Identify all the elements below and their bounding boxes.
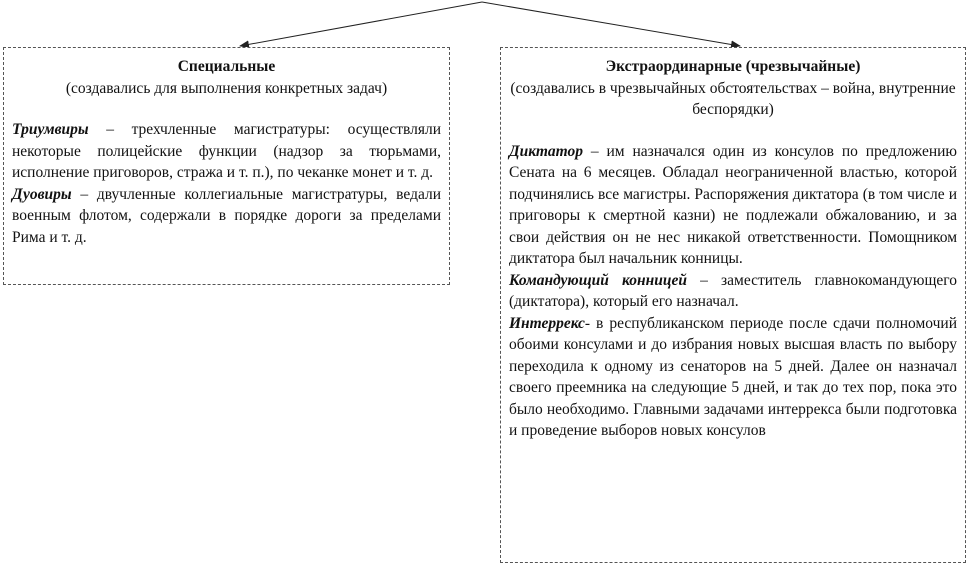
box-title: Специальные <box>177 58 276 75</box>
extraordinary-magistracies-box <box>500 47 966 563</box>
definition-text: – двучленные коллегиальные магистратуры, ведали военным флотом, содержали в порядке дороги за пределами Рима и т. д. <box>12 185 441 246</box>
definition-interrex <box>509 313 957 442</box>
definition-text: - в республиканском периоде после сдачи полномочий обоими консулами и до избрания новых высшая власть по выбору переходила к одному из сенаторов на 5 дней. Далее он назначал своего преемника на следующие 5 дней, и так до тех пор, пока это было необходимо. Главными задачами интеррекса были подготовка и проведение выборов новых консулов <box>509 314 957 439</box>
definition-master-of-horse <box>509 270 957 313</box>
definition-triumvirs <box>12 119 441 184</box>
definition-text: – трехчленные магистратуры: осуществляли некоторые полицейские функции (надзор за тюрьмами, исполнение приговоров, стража и т. п.), по чеканке монет и т. д. <box>12 121 441 181</box>
definition-text: – заместитель главнокомандующего (диктатора), который его назначал. <box>509 271 958 310</box>
term-master-of-horse: Командующий конницей <box>509 271 687 289</box>
definition-dictator <box>509 141 957 270</box>
arrow-to-special <box>240 2 482 46</box>
box-subtitle: (создавались в чрезвычайных обстоятельствах – война, внутренние беспорядки) <box>510 79 956 118</box>
definition-text: – им назначался один из консулов по предложению Сената на 6 месяцев. Обладал неограниченной властью, которой подчинялись все магистры. Распоряжения диктатора (в том числе и приговоры к смертной казни) не подлежали обжалованию, и за свои действия он не нес никакой ответственности. Помощником диктатора был начальник конницы. <box>509 142 957 267</box>
term-triumvirs: Триумвиры <box>12 121 89 138</box>
term-interrex: Интеррекс <box>509 314 585 332</box>
box-title: Экстраординарные (чрезвычайные) <box>605 58 861 75</box>
term-dictator: Диктатор <box>509 142 584 160</box>
box-subtitle: (создавались для выполнения конкретных задач) <box>65 79 388 97</box>
arrow-to-extraordinary <box>482 2 740 46</box>
special-magistracies-box <box>3 47 450 285</box>
term-duumvirs: Дуовиры <box>12 185 72 203</box>
definition-duumvirs <box>12 184 441 249</box>
